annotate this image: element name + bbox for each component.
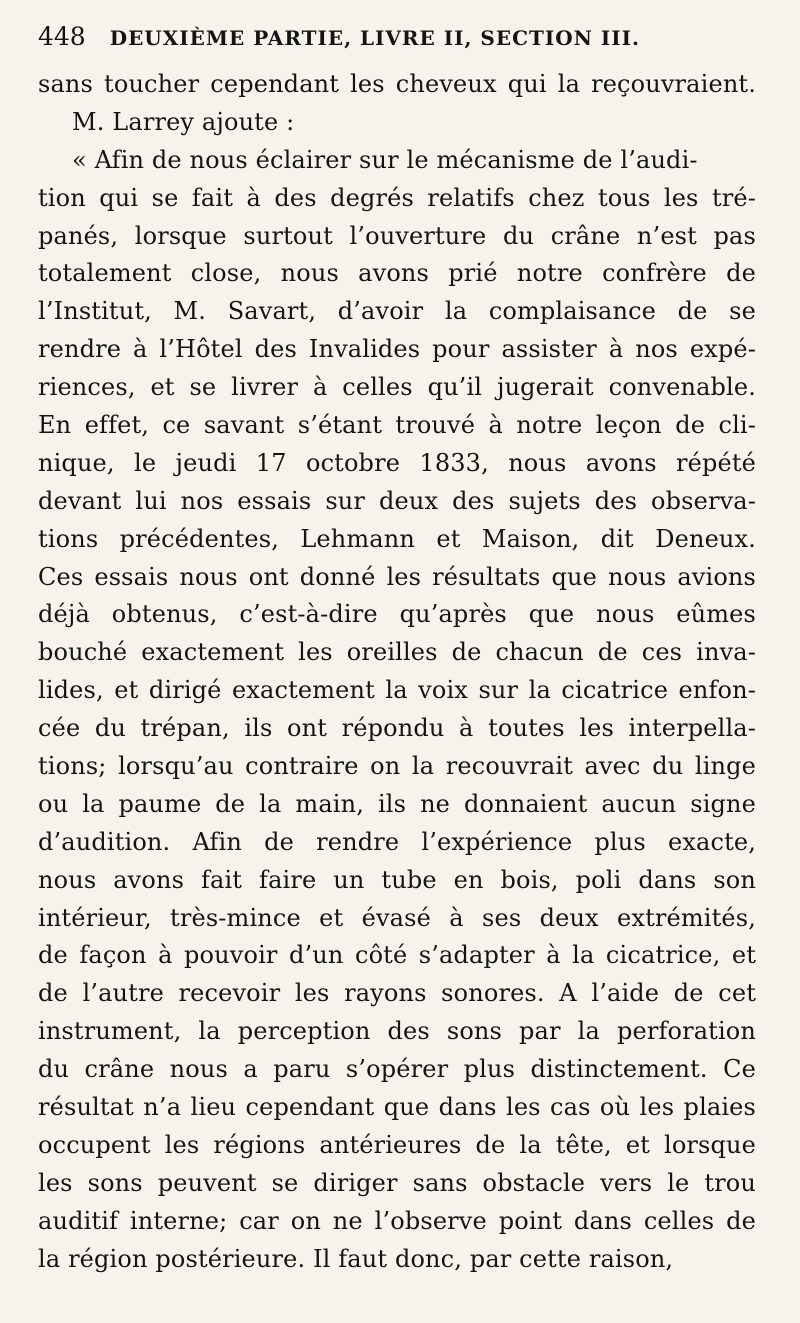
text-line: résultat n’a lieu cependant que dans les cas où les plaies	[38, 1093, 756, 1122]
text-line: M. Larrey ajoute :	[72, 107, 295, 136]
text-line: tions précédentes, Lehmann et Maison, dit Deneux.	[38, 524, 756, 553]
text-line: sans toucher cependant les cheveux qui la reçouvraient.	[38, 70, 756, 98]
text-line: lides, et dirigé exactement la voix sur la cicatrice enfon-	[38, 676, 756, 705]
text-line: bouché exactement les oreilles de chacun de ces inva-	[38, 638, 756, 667]
text-line: du crâne nous a paru s’opérer plus distinctement. Ce	[38, 1055, 756, 1084]
text-line: tions; lorsqu’au contraire on la recouvrait avec du linge	[38, 752, 756, 781]
text-line: les sons peuvent se diriger sans obstacle vers le trou	[38, 1168, 756, 1197]
text-line: totalement close, nous avons prié notre confrère de	[38, 259, 756, 288]
running-head-title: DEUXIÈME PARTIE, LIVRE II, SECTION III.	[109, 26, 640, 50]
text-line: de l’autre recevoir les rayons sonores. A l’aide de cet	[38, 979, 756, 1008]
text-line: occupent les régions antérieures de la tête, et lorsque	[38, 1130, 756, 1159]
text-line: « Afin de nous éclairer sur le mécanisme de l’audi-	[72, 145, 698, 174]
page-number: 448	[38, 22, 86, 51]
text-line: instrument, la perception des sons par la perforation	[38, 1017, 756, 1046]
text-line: l’Institut, M. Savart, d’avoir la complaisance de se	[38, 297, 756, 326]
text-line: rendre à l’Hôtel des Invalides pour assister à nos expé-	[38, 335, 756, 364]
text-line: ou la paume de la main, ils ne donnaient aucun signe	[38, 789, 756, 818]
text-line: devant lui nos essais sur deux des sujets des observa-	[38, 486, 756, 515]
text-line: la région postérieure. Il faut donc, par cette raison,	[38, 1244, 674, 1273]
text-line: En effet, ce savant s’étant trouvé à notre leçon de cli-	[38, 411, 756, 440]
text-line: de façon à pouvoir d’un côté s’adapter à la cicatrice, et	[38, 941, 756, 970]
text-line: intérieur, très-mince et évasé à ses deux extrémités,	[38, 903, 756, 932]
text-line: d’audition. Afin de rendre l’expérience plus exacte,	[38, 827, 756, 856]
text-line: cée du trépan, ils ont répondu à toutes les interpella-	[38, 714, 756, 743]
text-line: Ces essais nous ont donné les résultats que nous avions	[38, 562, 756, 591]
text-line: déjà obtenus, c’est-à-dire qu’après que nous eûmes	[38, 600, 756, 629]
body-text	[38, 66, 756, 1279]
text-line: riences, et se livrer à celles qu’il jugerait convenable.	[38, 373, 756, 402]
text-line: panés, lorsque surtout l’ouverture du crâne n’est pas	[38, 221, 756, 250]
running-head	[38, 22, 756, 66]
text-line: tion qui se fait à des degrés relatifs chez tous les tré-	[38, 183, 756, 212]
text-line: auditif interne; car on ne l’observe point dans celles de	[38, 1206, 756, 1235]
text-line: nous avons fait faire un tube en bois, poli dans son	[38, 865, 756, 894]
text-line: nique, le jeudi 17 octobre 1833, nous avons répété	[38, 448, 756, 477]
